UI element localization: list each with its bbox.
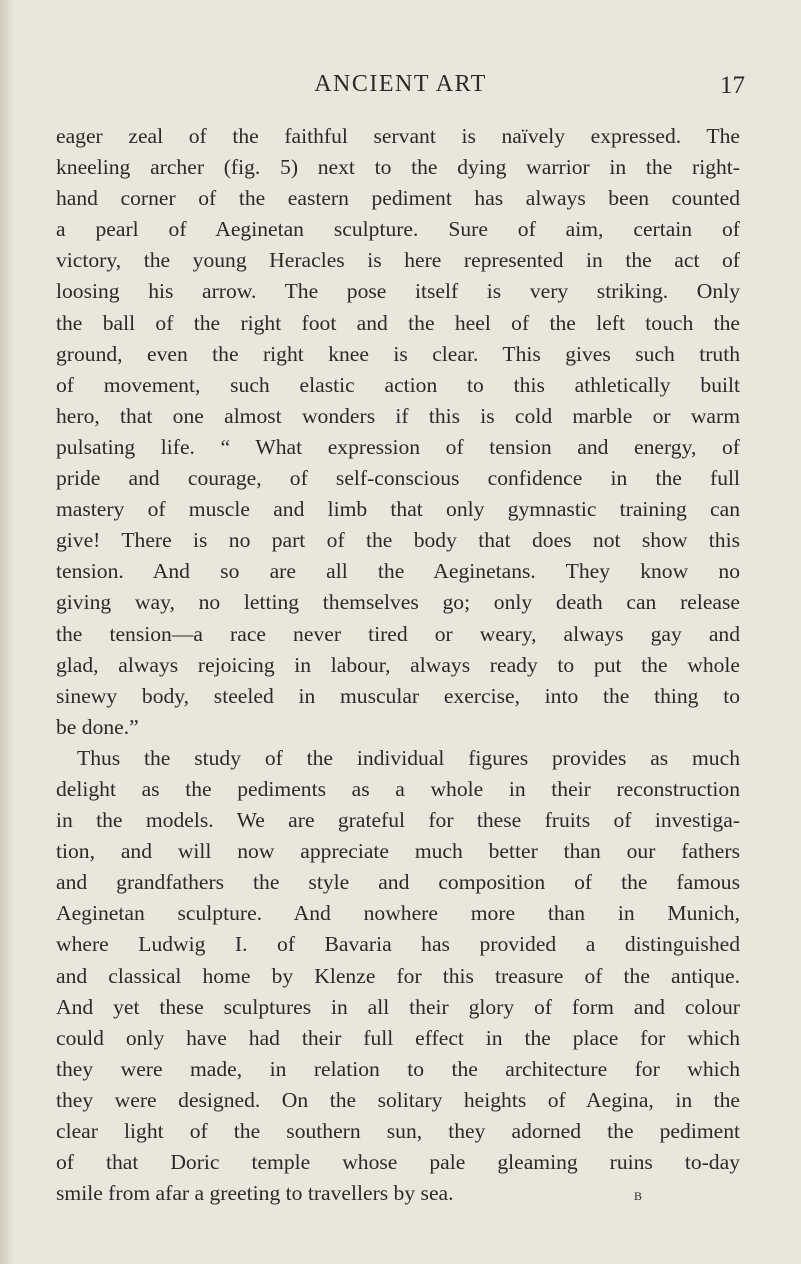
text-line: clear light of the southern sun, they adorned the pediment bbox=[56, 1119, 740, 1143]
text-line: pulsating life. “ What expression of tension and energy, of bbox=[56, 434, 740, 459]
text-line: they were designed. On the solitary heights of Aegina, in the bbox=[56, 1087, 740, 1112]
text-line: sinewy body, steeled in muscular exercise, into the thing to bbox=[56, 683, 740, 708]
text-line: tension. And so are all the Aeginetans. They know no bbox=[56, 559, 740, 584]
text-line: of that Doric temple whose pale gleaming ruins to-day bbox=[56, 1150, 740, 1175]
text-line: they were made, in relation to the architecture for which bbox=[56, 1056, 740, 1081]
text-line: eager zeal of the faithful servant is naïvely expressed. The bbox=[56, 124, 740, 148]
text-line: and classical home by Klenze for this treasure of the antique. bbox=[56, 963, 740, 988]
paragraph-2 bbox=[56, 743, 740, 1209]
text-line: hero, that one almost wonders if this is cold marble or warm bbox=[56, 403, 740, 428]
text-line: give! There is no part of the body that does not show this bbox=[56, 528, 740, 553]
text-line: where Ludwig I. of Bavaria has provided a distinguished bbox=[56, 932, 740, 957]
text-line: could only have had their full effect in the place for which bbox=[56, 1025, 740, 1050]
text-line: mastery of muscle and limb that only gymnastic training can bbox=[56, 497, 740, 522]
text-line: glad, always rejoicing in labour, always ready to put the whole bbox=[56, 652, 740, 677]
text-line: giving way, no letting themselves go; only death can release bbox=[56, 590, 740, 615]
text-line: pride and courage, of self-conscious confidence in the full bbox=[56, 466, 740, 491]
text-line: victory, the young Heracles is here represented in the act of bbox=[56, 248, 740, 273]
text-line: And yet these sculptures in all their glory of form and colour bbox=[56, 994, 740, 1019]
body-text bbox=[56, 121, 740, 1209]
running-head-title: ANCIENT ART bbox=[314, 71, 487, 97]
signature-mark: B bbox=[634, 1189, 644, 1203]
binding-shadow bbox=[0, 0, 14, 1264]
text-line: ground, even the right knee is clear. This gives such truth bbox=[56, 341, 740, 366]
text-line: the ball of the right foot and the heel of the left touch the bbox=[56, 310, 740, 335]
text-line: and grandfathers the style and composition of the famous bbox=[56, 870, 740, 895]
paragraph-1 bbox=[56, 121, 740, 743]
text-line: loosing his arrow. The pose itself is very striking. Only bbox=[56, 279, 740, 304]
text-line: a pearl of Aeginetan sculpture. Sure of aim, certain of bbox=[56, 217, 740, 242]
text-line: tion, and will now appreciate much better than our fathers bbox=[56, 839, 740, 864]
text-line: the tension—a race never tired or weary, always gay and bbox=[56, 621, 740, 646]
text-line: in the models. We are grateful for these fruits of investiga- bbox=[56, 808, 740, 833]
text-line: Aeginetan sculpture. And nowhere more than in Munich, bbox=[56, 901, 740, 926]
text-line: kneeling archer (fig. 5) next to the dying warrior in the right- bbox=[56, 155, 740, 180]
page-number: 17 bbox=[720, 72, 745, 99]
text-line: be done.” bbox=[56, 714, 139, 739]
text-line: delight as the pediments as a whole in their reconstruction bbox=[56, 776, 740, 801]
text-line: smile from afar a greeting to travellers by sea. bbox=[56, 1181, 454, 1206]
text-line: Thus the study of the individual figures provides as much bbox=[77, 745, 740, 770]
text-line: hand corner of the eastern pediment has always been counted bbox=[56, 186, 740, 211]
text-line: of movement, such elastic action to this athletically built bbox=[56, 372, 740, 397]
